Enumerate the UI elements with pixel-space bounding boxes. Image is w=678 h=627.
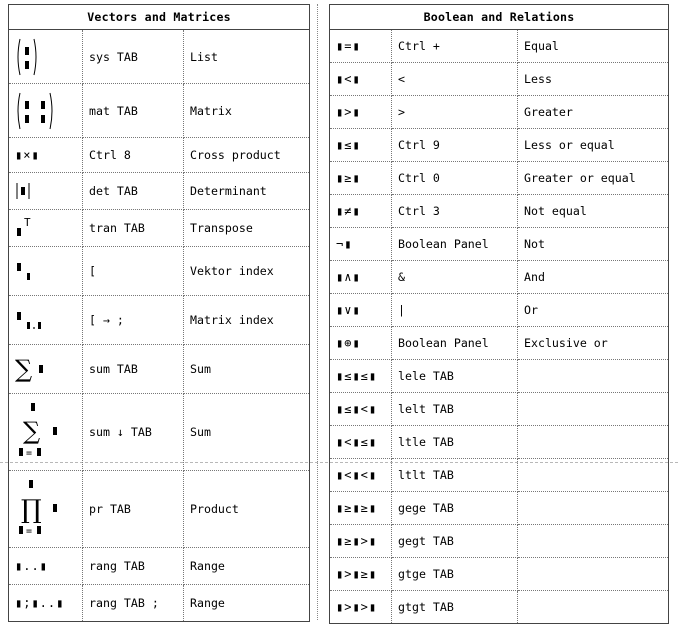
description: Not equal	[518, 195, 669, 228]
table-row	[330, 96, 669, 129]
description: Determinant	[184, 173, 310, 210]
svg-text:T: T	[24, 216, 31, 229]
description: Less or equal	[518, 129, 669, 162]
shortcut-keys: Ctrl 9	[392, 129, 518, 162]
table-row	[330, 591, 669, 624]
shortcut-keys: &	[392, 261, 518, 294]
shortcut-keys: rang TAB	[83, 548, 184, 585]
operator-glyph: ▮≤▮	[330, 129, 392, 162]
panel-title: Boolean and Relations	[330, 5, 669, 30]
table-row	[330, 459, 669, 492]
sum-icon	[9, 345, 83, 394]
description: Exclusive or	[518, 327, 669, 360]
operator-glyph: ▮>▮>▮	[330, 591, 392, 624]
table-row	[330, 327, 669, 360]
shortcut-keys: Ctrl 8	[83, 138, 184, 173]
description	[518, 591, 669, 624]
table-row	[9, 84, 310, 138]
table-row	[330, 525, 669, 558]
operator-glyph: ▮≥▮≥▮	[330, 492, 392, 525]
description	[518, 393, 669, 426]
range-icon: ▮..▮	[9, 548, 83, 585]
shortcut-keys: det TAB	[83, 173, 184, 210]
table-row	[330, 360, 669, 393]
column-vector-icon	[9, 30, 83, 84]
shortcut-keys: <	[392, 63, 518, 96]
description: Matrix index	[184, 296, 310, 345]
description	[518, 459, 669, 492]
svg-text:=: =	[26, 448, 33, 459]
operator-glyph: ▮≤▮≤▮	[330, 360, 392, 393]
shortcut-keys: Ctrl +	[392, 30, 518, 63]
indexed-sum-icon	[9, 394, 83, 471]
shortcut-keys: Boolean Panel	[392, 228, 518, 261]
panel-separator	[317, 4, 319, 620]
description: Sum	[184, 394, 310, 471]
svg-text:∑: ∑	[15, 355, 33, 383]
shortcut-keys: ltle TAB	[392, 426, 518, 459]
shortcut-keys: lelt TAB	[392, 393, 518, 426]
description: Less	[518, 63, 669, 96]
shortcut-keys: lele TAB	[392, 360, 518, 393]
description: Vektor index	[184, 247, 310, 296]
operator-glyph: ▮≠▮	[330, 195, 392, 228]
operator-glyph: ▮≥▮	[330, 162, 392, 195]
description: Sum	[184, 345, 310, 394]
shortcut-keys: >	[392, 96, 518, 129]
table-row	[9, 345, 310, 394]
shortcut-keys: Ctrl 3	[392, 195, 518, 228]
operator-glyph: ▮<▮≤▮	[330, 426, 392, 459]
shortcut-keys: Ctrl 0	[392, 162, 518, 195]
vectors-matrices-table	[8, 4, 310, 622]
description	[518, 558, 669, 591]
shortcut-keys: rang TAB ;	[83, 585, 184, 622]
description: Matrix	[184, 84, 310, 138]
table-row	[330, 195, 669, 228]
operator-glyph: ▮≤▮<▮	[330, 393, 392, 426]
description	[518, 360, 669, 393]
operator-glyph: ▮>▮	[330, 96, 392, 129]
shortcut-keys: sys TAB	[83, 30, 184, 84]
table-row	[330, 426, 669, 459]
table-row	[9, 548, 310, 585]
matrix-index-icon	[9, 296, 83, 345]
shortcut-keys: sum TAB	[83, 345, 184, 394]
description: Greater	[518, 96, 669, 129]
shortcut-keys: [	[83, 247, 184, 296]
table-row	[330, 294, 669, 327]
description: Greater or equal	[518, 162, 669, 195]
operator-glyph: ▮⊕▮	[330, 327, 392, 360]
table-row	[9, 394, 310, 471]
description: Range	[184, 585, 310, 622]
table-row	[9, 296, 310, 345]
shortcut-keys: gege TAB	[392, 492, 518, 525]
description: Product	[184, 471, 310, 548]
shortcut-keys: gtgt TAB	[392, 591, 518, 624]
shortcut-keys: ltlt TAB	[392, 459, 518, 492]
table-row	[9, 585, 310, 622]
vectors-matrices-panel	[8, 4, 309, 622]
description: Transpose	[184, 210, 310, 247]
svg-text:∑: ∑	[23, 417, 41, 445]
operator-glyph: ▮=▮	[330, 30, 392, 63]
operator-glyph: ▮>▮≥▮	[330, 558, 392, 591]
description: Or	[518, 294, 669, 327]
table-row	[330, 129, 669, 162]
shortcut-keys: [ → ;	[83, 296, 184, 345]
panel-title: Vectors and Matrices	[9, 5, 310, 30]
transpose-icon	[9, 210, 83, 247]
svg-text:∏: ∏	[21, 495, 42, 525]
shortcut-keys: gtge TAB	[392, 558, 518, 591]
shortcut-keys: sum ↓ TAB	[83, 394, 184, 471]
boolean-relations-panel	[329, 4, 668, 624]
stepped-range-icon: ▮;▮..▮	[9, 585, 83, 622]
matrix-icon	[9, 84, 83, 138]
table-row	[330, 162, 669, 195]
operator-glyph: ▮<▮	[330, 63, 392, 96]
table-row	[9, 138, 310, 173]
operator-glyph: ▮∨▮	[330, 294, 392, 327]
svg-text:=: =	[26, 526, 33, 537]
shortcut-keys: gegt TAB	[392, 525, 518, 558]
operator-glyph: ¬▮	[330, 228, 392, 261]
table-row	[9, 173, 310, 210]
description: Not	[518, 228, 669, 261]
table-row	[9, 247, 310, 296]
product-icon	[9, 471, 83, 548]
shortcut-keys: |	[392, 294, 518, 327]
table-row	[330, 492, 669, 525]
table-row	[330, 63, 669, 96]
description: And	[518, 261, 669, 294]
description: Equal	[518, 30, 669, 63]
table-row	[330, 30, 669, 63]
vector-index-icon	[9, 247, 83, 296]
reference-sheet	[8, 4, 668, 620]
description: Range	[184, 548, 310, 585]
description: Cross product	[184, 138, 310, 173]
description	[518, 426, 669, 459]
table-row	[330, 393, 669, 426]
operator-glyph: ▮≥▮>▮	[330, 525, 392, 558]
table-row	[330, 228, 669, 261]
description: List	[184, 30, 310, 84]
determinant-icon	[9, 173, 83, 210]
table-row	[330, 558, 669, 591]
table-row	[330, 261, 669, 294]
cross-product-icon: ▮×▮	[9, 138, 83, 173]
table-row	[9, 30, 310, 84]
shortcut-keys: tran TAB	[83, 210, 184, 247]
shortcut-keys: pr TAB	[83, 471, 184, 548]
shortcut-keys: Boolean Panel	[392, 327, 518, 360]
table-row	[9, 471, 310, 548]
description	[518, 492, 669, 525]
shortcut-keys: mat TAB	[83, 84, 184, 138]
description	[518, 525, 669, 558]
operator-glyph: ▮∧▮	[330, 261, 392, 294]
table-row	[9, 210, 310, 247]
boolean-relations-table	[329, 4, 669, 624]
operator-glyph: ▮<▮<▮	[330, 459, 392, 492]
